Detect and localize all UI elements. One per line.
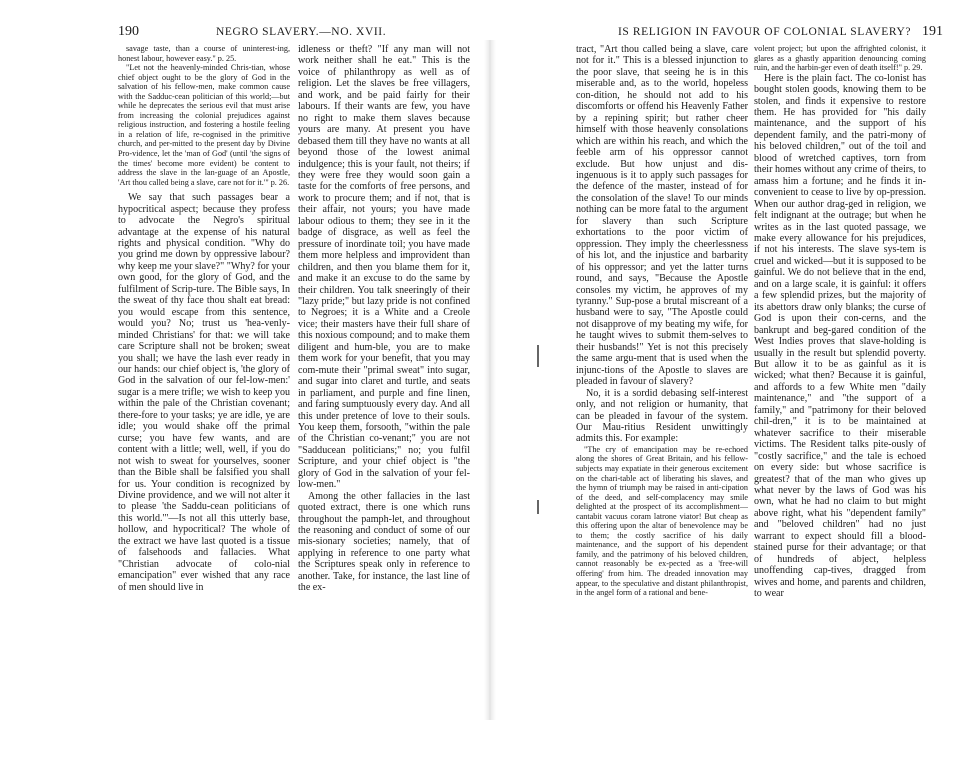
running-head: NEGRO SLAVERY.—NO. XVII. — [216, 26, 387, 38]
body-paragraph: Here is the plain fact. The co-lonist has bought stolen goods, knowing them to be stolen, and finds it expensive to restore them. He has provided for "his daily maintenance, and the support of his dependent family, and the patri-mony of his beloved children," out of the toil and blood of wretched captives, torn from their homes without any crime of theirs, to amass him a fortune; and he finds it in-convenient to cease to live by op-pression. When our author drag-ged in religion, we felt indignant at the outrage; but when he writes as in the last quoted passage, we make every allowance for his prejudices, if not his interests. The slave sys-tem is cruel and wicked—but it is supposed to be gainful. We do not believe that in the end, and on a large scale, it is gainful: it offers a few splendid prizes, but the majority of its abettors draw only blanks; the curse of God is upon their con-cerns, and the bankrupt and beg-gared condition of the West Indies proves that slave-holding is usually in the result but splendid poverty. But allow it to be as gainful as it is wicked; what then? Because it is gainful, and affords to a few White men "daily maintenance," and "the support of a family," and "patrimony for their beloved chil-dren," it is to be maintained at whatever sacrifice to their miserable victims. The Resident talks pite-ously of "costly sacrifice," and the tale is echoed on every side: but whose sacrifice is greatest? that of the man who gives up what never by the laws of God was his own, what he had no claim to but might above right, what his "dependent family" and "beloved children" had no just warrant to expect should fill a blood-stained purse for their advantage; or that of hundreds of abject, helpless unoffending cap-tives, dragged from wives and home, and parents and children, to wear — [754, 72, 926, 600]
body-paragraph: We say that such passages bear a hypocritical aspect; because they profess to advocate the Negro's spiritual advantage at the expense of his natural rights and physical condition. "Why do you grind me down by oppressive labour? why keep me your slave?" "Why? for your own good, for the glory of God, and the fulfilment of Scrip-ture. The Bible says, In the sweat of thy face thou shalt eat bread: you would escape from this sentence, would you? No; trust us 'hea-venly-minded Christians' for that: we will take care Scripture shall not be broken; sweat you shall; we have the lash ever ready in our hands: our chief object is, 'the glory of God in the salvation of our fel-low-men:' sugar is a mere trifle; we wish to keep you within the pale of the Christian covenant; there-fore to your tasks; ye are idle, ye are idle; you would shake off the primal curse; you have few wants, and are content with a little; well, well, if you do not wish to sweat for yourselves, sooner than the Bible shall be falsified you shall for us. Your condition is recognized by Divine providence, and we will not alter it to please 'the Saddu-cean politicians of this world.'"—Is not all this utterly base, hollow, and hypocritical? The whole of the extract we have last quoted is a tissue of falsehoods and fallacies. What "Christian advocate of colo-nial emancipation" ever wished that any race of men should live in — [118, 192, 290, 593]
page-number: 190 — [118, 24, 139, 39]
text-column — [118, 44, 290, 593]
text-column — [298, 44, 470, 594]
running-head: IS RELIGION IN FAVOUR OF COLONIAL SLAVERY? — [618, 26, 912, 38]
page-number: 191 — [922, 24, 943, 39]
body-paragraph: No, it is a sordid debasing self-interest only, and not religion or humanity, that can be pleaded in favour of the system. Our Mau-ritius Resident unwittingly admits this. For example: — [576, 387, 748, 445]
quote-paragraph: savage taste, than a course of uninterest-ing, honest labour, however easy." p. 25. — [118, 44, 290, 63]
body-paragraph: tract, "Art thou called being a slave, care not for it." This is a blessed injunction to the poor slave, that seeing he is in this miserable and, as to the world, hopeless con-dition, he should not add to his discomforts or offend his Heavenly Father by a repining spirit; but rather cheer himself with those heavenly consolations which are within his reach, and which the feeble arm of his oppressor cannot exclude. But how unjust and dis-ingenuous is it to apply such passages for the defence of the master, instead of for the consolation of the slave! To our minds nothing can be more fatal to the argument for slavery than such Scripture exhortations to the poor victim of oppression. They imply the cheerlessness of his lot, and the injustice and barbarity of his oppressor; and yet the latter turns round, and says, "Because the Apostle consoles my victim, he approves of my tyranny." Sup-pose a brutal miscreant of a husband were to say, "The Apostle could not disapprove of my beating my wife, for he taught wives to submit them-selves to their husbands!" Yet is not this precisely the same argu-ment that is used when the injunc-tions of the Apostle to slaves are pleaded in favour of slavery? — [576, 44, 748, 388]
body-paragraph: idleness or theft? "If any man will not work neither shall he eat." This is the voice of philanthropy as well as of religion. Let the slaves be free villagers, and work, and be paid fairly for their labours. If their wants are few, you have no right to make them slaves because yours are many. At present you have debased them till they have no wants at all beyond those of the lowest animal indulgence; this is your fault, not theirs; if they were free they would soon gain a taste for the comforts of free persons, and work to procure them; and if not, that is their affair, not yours; you have made labour odious to them; they see in it the badge of disgrace, as well as feel the pressure of inordinate toil; you have made them more helpless and improvident than children, and then you blame them for it, and make it an excuse to do the same by their children. You talk sneeringly of their "lazy pride;" but lazy pride is not confined to Negroes; it is a White and a Creole vice; their masters have their full share of this noxious compound; and to make them diligent and hum-ble, you are to make them work for your benefit, that you may com-mute their "primal sweat" into sugar, and sugar into claret and turtle, and seats in parliament, and purple and fine linen, and faring sumptuously every day. And all this under pretence of love to their souls. You keep them, forsooth, "within the pale of the Christian co-venant;" you are not "Sadducean politicians;" no; you fulfil Scripture, and your chief object is "the glory of God in the salvation of your fel-low-men." — [298, 44, 470, 491]
quote-paragraph: "The cry of emancipation may be re-echoed along the shores of Great Britain, and his fellow-subjects may expatiate in their generous excitement on the chari-table act of liberating his slaves, and the hymn of triumph may be raised in anti-cipation of the deed, and self-complacency may smile delighted at the prospect of its accomplishment—cantabit vacuus coram latrone viator! But cheap as this offering upon the altar of benevolence may be to them; the costly sacrifice of his daily maintenance, and the support of his dependent family, and the patrimony of his beloved children, cannot reasonably be ex-pected as a 'free-will offering' from him. The dreaded innovation may appear, to the speculative and distant philanthropist, in the angel form of a rational and bene- — [576, 444, 748, 598]
right-page — [490, 0, 980, 762]
quote-paragraph: "Let not the heavenly-minded Chris-tian, whose chief object ought to be the glory of God in the salvation of his fellow-men, make common cause with the Sadduc-cean politician of this world;—but while he deprecates the serious evil that must arise from increasing the colonial prejudices against religious instruction, and fostering a hostile feeling in a relation of life, re-cognised in the primitive church, and per-mitted to the present day by Divine Pro-vidence, let the 'man of God' (until 'the signs of the times' become more evident) be content to address the slave in the lan-guage of an Apostle, 'Art thou called being a slave, care not for it.'" p. 26. — [118, 63, 290, 187]
quote-paragraph: volent project; but upon the affrighted colonist, it glares as a ghastly apparition denouncing coming ruin, and the harbin-ger even of death itself!" p. 29. — [754, 44, 926, 73]
text-column — [576, 44, 748, 598]
body-paragraph: Among the other fallacies in the last quoted extract, there is one which runs throughout the pamph-let, and throughout the reasoning and conduct of some of our mis-sionary societies; namely, that of applying in reference to one party what the Scriptures speak only in reference to another. Take, for instance, the last line of the ex- — [298, 490, 470, 594]
text-column — [754, 44, 926, 599]
